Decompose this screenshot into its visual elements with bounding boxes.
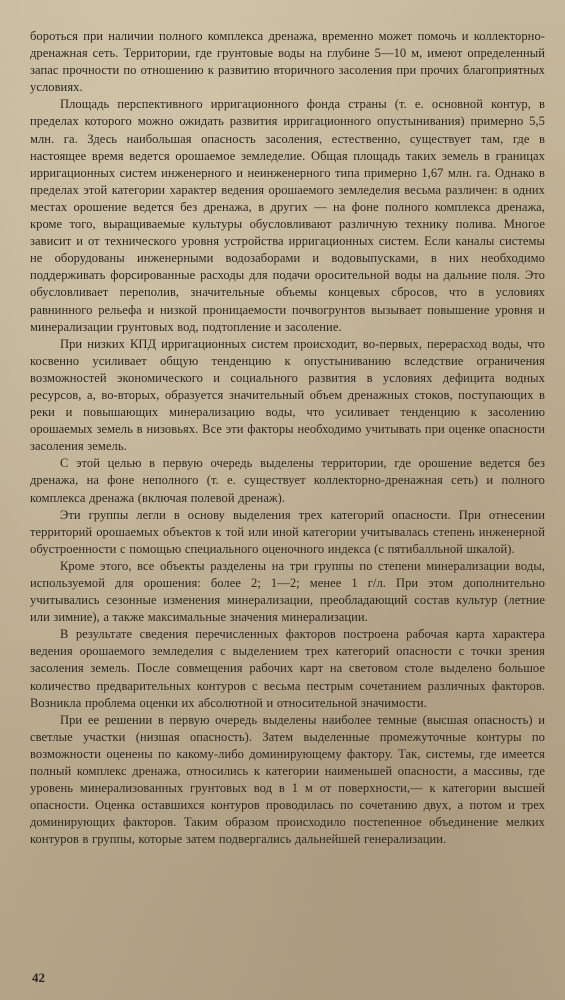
paragraph-7: В результате сведения перечисленных факторов построена рабочая карта характера ведения орошаемого земледелия с выделением трех категорий опасности с точки зрения засоления земель. После совмещения рабочих карт на световом столе выделено большое количество предварительных контуров с весьма пестрым сочетанием различных факторов. Возникла проблема оценки их абсолютной и относительной значимости. (30, 627, 545, 710)
paragraph-6: Кроме этого, все объекты разделены на три группы по степени минерализации воды, используемой для орошения: более 2; 1—2; менее 1 г/л. При этом дополнительно учитывались сезонные изменения минерализации, преобладающий состав культур (летние или зимние), а также максимальные значения минерализации. (30, 558, 545, 625)
book-page (30, 28, 545, 988)
paragraph-8: При ее решении в первую очередь выделены наиболее темные (высшая опасность) и светлые участки (низшая опасность). Затем выделенные промежуточные контуры по возможности оценены по какому-либо доминирующему фактору. Так, системы, где имеется полный комплекс дренажа, относились к категории наименьшей опасности, а массивы, где уровень минерализованных грунтовых вод в 1 м от поверхности,— к категории высшей опасности. Оценка оставшихся контуров проводилась по сочетанию двух, а потом и трех доминирующих факторов. Таким образом происходило постепенное объединение мелких контуров в группы, которые затем подвергались дальнейшей генерализации. (30, 712, 545, 847)
paragraph-2: Площадь перспективного ирригационного фонда страны (т. е. основной контур, в пределах которого можно ожидать развития ирригационного опустынивания) примерно 5,5 млн. га. Здесь наибольшая опасность засоления, естественно, существует там, где в настоящее время ведется орошаемое земледелие. Общая площадь таких земель в границах ирригационных систем инженерного и неинженерного типа примерно 1,67 млн. га. Однако в пределах этой категории характер ведения орошаемого земледелия весьма различен: в одних местах орошение ведется без дренажа, в других — на фоне полного комплекса дренажа, кроме того, выращиваемые культуры обусловливают различную технику полива. Многое зависит и от технического уровня устройства ирригационных систем. Если каналы системы не оборудованы инженерными водозаборами и водовыпусками, в них необходимо поддерживать форсированные расходы для подачи оросительной воды на дальние поля. Это обусловливает переполив, значительные объемы концевых сбросов, что в условиях равнинного рельефа и низкой проницаемости почвогрунтов вызывает повышение уровня и минерализации грунтовых вод, подтопление и засоление. (30, 97, 545, 334)
paragraph-3: При низких КПД ирригационных систем происходит, во-первых, перерасход воды, что косвенно усиливает общую тенденцию к опустыниванию вследствие ограничения возможностей экономического и социального развития в условиях дефицита водных ресурсов, а, во-вторых, образуется значительный объем дренажных стоков, поступающих в реки и повышающих минерализацию воды, что усиливает тенденцию к засолению орошаемых земель в низовьях. Все эти факторы необходимо учитывать при оценке опасности засоления земель. (30, 336, 545, 454)
paragraph-5: Эти группы легли в основу выделения трех категорий опасности. При отнесении территорий орошаемых объектов к той или иной категории учитывалась степень инженерной обустроенности с помощью специального оценочного индекса (с пятибалльной шкалой). (30, 507, 545, 556)
paragraph-4: С этой целью в первую очередь выделены территории, где орошение ведется без дренажа, на фоне неполного (т. е. существует коллекторно-дренажная сеть) и полного комплекса дренажа (включая полевой дренаж). (30, 456, 545, 505)
body-text (30, 28, 545, 849)
paragraph-1: бороться при наличии полного комплекса дренажа, временно может помочь и коллекторно-дренажная сеть. Территории, где грунтовые воды на глубине 5—10 м, имеют определенный запас прочности по отношению к развитию вторичного засоления при прочих благоприятных условиях. (30, 29, 545, 95)
page-number: 42 (32, 970, 45, 985)
